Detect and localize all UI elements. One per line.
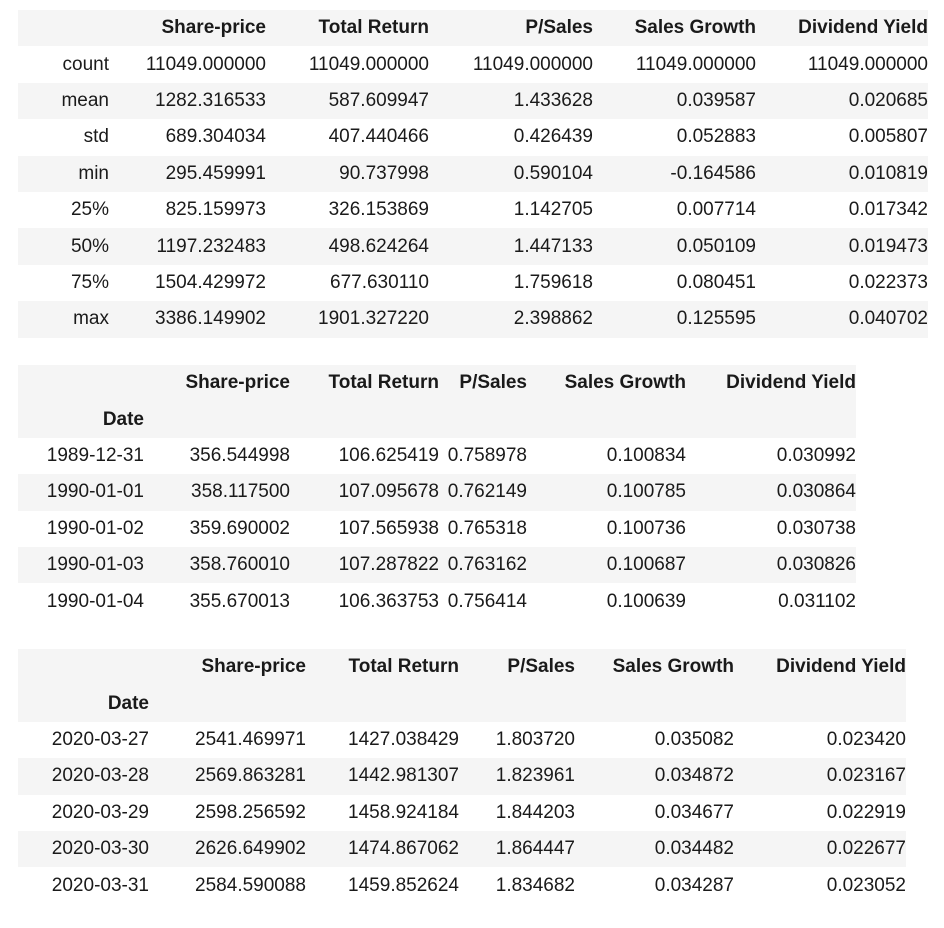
table-cell: 0.030738 <box>776 517 856 539</box>
table-cell: 689.304034 <box>165 126 266 148</box>
head-table <box>18 365 856 620</box>
column-header: Sales Growth <box>634 17 756 39</box>
table-row <box>18 831 906 867</box>
table-cell: 11049.000000 <box>807 53 928 75</box>
table-cell: 0.125595 <box>676 308 756 330</box>
table-row <box>18 795 906 831</box>
table-cell: 0.034287 <box>654 874 734 896</box>
tail-table <box>18 649 906 904</box>
table-cell: -0.164586 <box>670 162 756 184</box>
table-header <box>18 649 906 722</box>
row-index-label: 2020-03-27 <box>51 728 149 750</box>
table-cell: 1197.232483 <box>156 235 266 257</box>
table-cell: 1504.429972 <box>155 271 266 293</box>
describe-table <box>18 10 928 338</box>
table-cell: 2598.256592 <box>195 801 306 823</box>
row-index-label: 2020-03-30 <box>51 838 149 860</box>
table-cell: 0.022373 <box>848 271 928 293</box>
table-cell: 3386.149902 <box>155 308 266 330</box>
table-cell: 0.758978 <box>447 444 527 466</box>
row-index-label: 2020-03-31 <box>51 874 149 896</box>
table-cell: 407.440466 <box>328 126 429 148</box>
empty-header-cell <box>144 401 290 437</box>
table-cell: 1442.981307 <box>348 765 459 787</box>
table-cell: 587.609947 <box>328 89 429 111</box>
table-cell: 498.624264 <box>328 235 429 257</box>
column-header: P/Sales <box>507 656 575 678</box>
index-name: Date <box>107 692 149 714</box>
empty-header-cell <box>459 685 575 721</box>
corner-cell <box>18 10 109 46</box>
table-cell: 0.100687 <box>606 554 686 576</box>
table-cell: 1282.316533 <box>155 89 266 111</box>
table-cell: 2626.649902 <box>195 838 306 860</box>
table-cell: 1458.924184 <box>348 801 459 823</box>
table-cell: 295.459991 <box>165 162 266 184</box>
table-body <box>18 722 906 904</box>
table-cell: 0.100639 <box>606 590 686 612</box>
table-row <box>18 265 928 301</box>
empty-header-cell <box>575 685 734 721</box>
table-cell: 11049.000000 <box>635 53 756 75</box>
column-header-row <box>18 10 928 46</box>
column-header: Sales Growth <box>564 372 686 394</box>
empty-header-cell <box>734 685 906 721</box>
table-cell: 0.762149 <box>447 481 527 503</box>
table-row <box>18 758 906 794</box>
empty-header-cell <box>527 401 686 437</box>
table-row <box>18 722 906 758</box>
table-cell: 0.100736 <box>606 517 686 539</box>
column-header: P/Sales <box>525 17 593 39</box>
table-cell: 0.031102 <box>778 590 856 612</box>
table-row <box>18 583 856 619</box>
table-cell: 107.565938 <box>338 517 439 539</box>
row-index-label: count <box>62 53 109 75</box>
table-cell: 2541.469971 <box>195 728 306 750</box>
table-cell: 0.030864 <box>776 481 856 503</box>
table-cell: 0.030992 <box>776 444 856 466</box>
table-cell: 107.287822 <box>338 554 439 576</box>
row-index-label: std <box>83 126 109 148</box>
column-header-row <box>18 649 906 685</box>
table-cell: 0.034482 <box>654 838 734 860</box>
row-index-label: 1990-01-04 <box>46 590 144 612</box>
table-cell: 1.759618 <box>513 271 593 293</box>
row-index-label: 2020-03-28 <box>51 765 149 787</box>
column-header: Sales Growth <box>612 656 734 678</box>
table-cell: 0.010819 <box>848 162 928 184</box>
empty-header-cell <box>149 685 306 721</box>
table-cell: 0.756414 <box>447 590 527 612</box>
table-cell: 0.034872 <box>654 765 734 787</box>
table-cell: 1.433628 <box>513 89 593 111</box>
table-cell: 677.630110 <box>330 271 429 293</box>
table-cell: 358.117500 <box>191 481 290 503</box>
table-row <box>18 83 928 119</box>
empty-header-cell <box>439 401 527 437</box>
table-cell: 2.398862 <box>513 308 593 330</box>
table-cell: 0.765318 <box>447 517 527 539</box>
table-cell: 1.834682 <box>495 874 575 896</box>
table-cell: 11049.000000 <box>472 53 593 75</box>
table-row <box>18 301 928 337</box>
index-name-row <box>18 401 856 437</box>
table-cell: 106.363753 <box>338 590 439 612</box>
table-row <box>18 46 928 82</box>
table-row <box>18 474 856 510</box>
row-index-label: 2020-03-29 <box>51 801 149 823</box>
table-header <box>18 10 928 46</box>
row-index-label: max <box>73 308 109 330</box>
empty-header-cell <box>290 401 439 437</box>
table-cell: 1474.867062 <box>348 838 459 860</box>
column-header: Share-price <box>201 656 306 678</box>
table-cell: 0.017342 <box>848 199 928 221</box>
table-cell: 1.447133 <box>513 235 593 257</box>
table-row <box>18 867 906 903</box>
table-cell: 0.022919 <box>826 801 906 823</box>
row-index-label: mean <box>61 89 109 111</box>
row-index-label: 50% <box>70 235 109 257</box>
column-header: Share-price <box>185 372 290 394</box>
row-index-label: 25% <box>70 199 109 221</box>
table-cell: 359.690002 <box>189 517 290 539</box>
table-row <box>18 438 856 474</box>
column-header: Total Return <box>328 372 439 394</box>
table-cell: 0.080451 <box>676 271 756 293</box>
table-cell: 106.625419 <box>338 444 439 466</box>
column-header: Total Return <box>318 17 429 39</box>
table-body <box>18 46 928 337</box>
index-name-row <box>18 685 906 721</box>
table-cell: 0.023052 <box>826 874 906 896</box>
empty-header-cell <box>686 401 856 437</box>
column-header: Share-price <box>161 17 266 39</box>
table-cell: 0.023420 <box>826 728 906 750</box>
table-cell: 1.803720 <box>495 728 575 750</box>
table-cell: 0.100785 <box>606 481 686 503</box>
table-cell: 2569.863281 <box>195 765 306 787</box>
table-cell: 0.020685 <box>848 89 928 111</box>
empty-header-cell <box>306 685 459 721</box>
table-cell: 0.039587 <box>676 89 756 111</box>
table-cell: 0.100834 <box>606 444 686 466</box>
table-cell: 0.763162 <box>447 554 527 576</box>
table-cell: 0.426439 <box>513 126 593 148</box>
table-cell: 0.019473 <box>848 235 928 257</box>
table-header <box>18 365 856 438</box>
table-cell: 11049.000000 <box>308 53 429 75</box>
table-cell: 0.022677 <box>826 838 906 860</box>
corner-cell <box>18 649 149 685</box>
table-cell: 0.005807 <box>848 126 928 148</box>
index-name: Date <box>102 408 144 430</box>
table-cell: 0.035082 <box>654 728 734 750</box>
table-row <box>18 547 856 583</box>
column-header: Dividend Yield <box>798 17 928 39</box>
table-row <box>18 228 928 264</box>
table-cell: 107.095678 <box>338 481 439 503</box>
table-cell: 825.159973 <box>165 199 266 221</box>
corner-cell <box>18 365 144 401</box>
table-row <box>18 192 928 228</box>
table-cell: 0.034677 <box>654 801 734 823</box>
row-index-label: 1989-12-31 <box>46 444 144 466</box>
table-cell: 2584.590088 <box>195 874 306 896</box>
table-cell: 1.844203 <box>495 801 575 823</box>
table-row <box>18 156 928 192</box>
row-index-label: 75% <box>70 271 109 293</box>
table-cell: 1.823961 <box>495 765 575 787</box>
table-cell: 326.153869 <box>328 199 429 221</box>
table-cell: 1.864447 <box>495 838 575 860</box>
row-index-label: 1990-01-02 <box>46 517 144 539</box>
column-header: Dividend Yield <box>776 656 906 678</box>
table-cell: 90.737998 <box>339 162 429 184</box>
table-cell: 358.760010 <box>189 554 290 576</box>
table-cell: 355.670013 <box>189 590 290 612</box>
table-cell: 0.590104 <box>513 162 593 184</box>
table-cell: 1459.852624 <box>348 874 459 896</box>
table-cell: 11049.000000 <box>145 53 266 75</box>
column-header: Dividend Yield <box>726 372 856 394</box>
table-cell: 0.050109 <box>676 235 756 257</box>
column-header-row <box>18 365 856 401</box>
table-cell: 0.040702 <box>848 308 928 330</box>
table-body <box>18 438 856 620</box>
row-index-label: min <box>78 162 109 184</box>
table-row <box>18 119 928 155</box>
table-cell: 0.023167 <box>826 765 906 787</box>
table-cell: 356.544998 <box>189 444 290 466</box>
table-cell: 0.030826 <box>776 554 856 576</box>
table-cell: 1.142705 <box>513 199 593 221</box>
row-index-label: 1990-01-03 <box>46 554 144 576</box>
column-header: Total Return <box>348 656 459 678</box>
table-cell: 0.052883 <box>676 126 756 148</box>
table-row <box>18 511 856 547</box>
column-header: P/Sales <box>459 372 527 394</box>
table-cell: 1427.038429 <box>348 728 459 750</box>
table-cell: 0.007714 <box>676 199 756 221</box>
table-cell: 1901.327220 <box>318 308 429 330</box>
row-index-label: 1990-01-01 <box>46 481 144 503</box>
